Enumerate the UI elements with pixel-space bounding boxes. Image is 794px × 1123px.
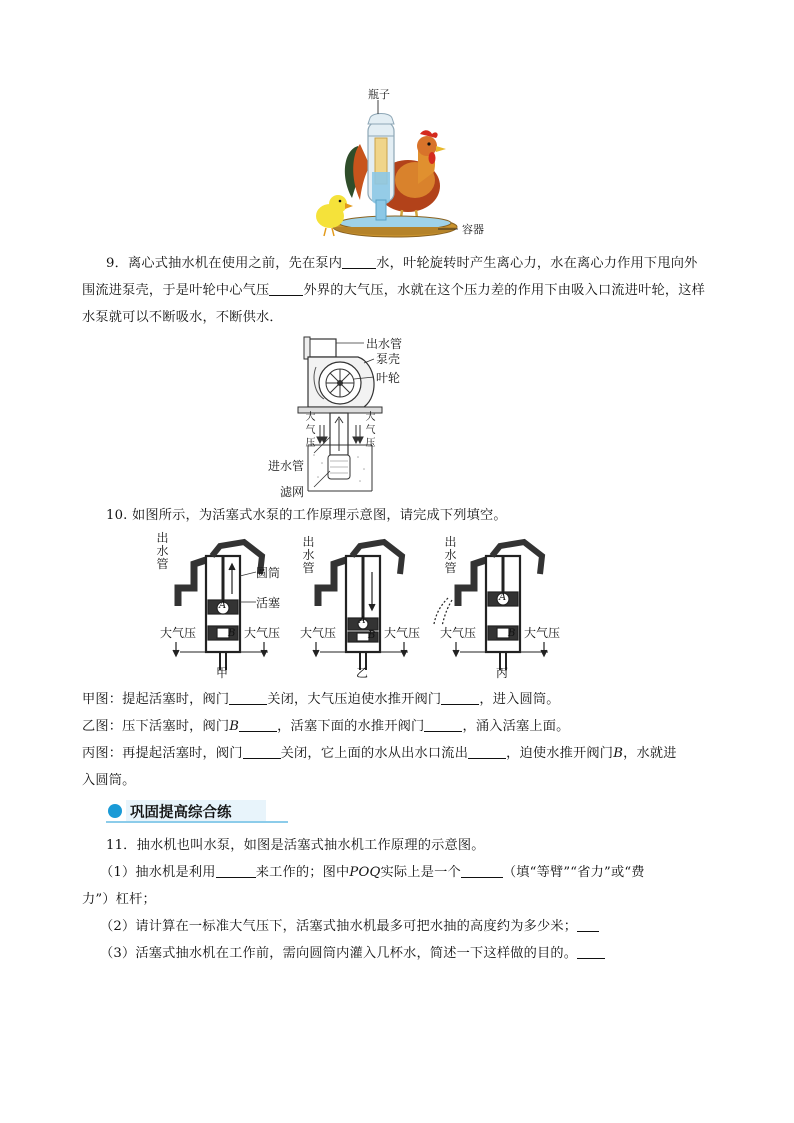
centrifugal-pump-figure xyxy=(268,333,428,499)
inlet-pipe-label: 进水管 xyxy=(268,459,305,473)
answer-blank[interactable] xyxy=(342,254,376,269)
atm-label-yi-right: 大气压 xyxy=(384,626,421,640)
cylinder-label: 圆筒 xyxy=(256,566,281,580)
atm-label-jia-right: 大气压 xyxy=(244,626,281,640)
atm-label-yi-left: 大气压 xyxy=(300,626,337,640)
outlet-pipe-label-bing: 出水管 xyxy=(444,535,457,575)
q11-part-2: （2）请计算在一标准大气压下，活塞式抽水机最多可把水抽的高度约为多少米； xyxy=(100,913,726,940)
chicken-water-feeder-figure xyxy=(300,88,500,243)
q9-line-1: 9．离心式抽水机在使用之前，先在泵内 水，叶轮旋转时产生离心力，水在离心力作用下甩向外 xyxy=(106,256,698,271)
answer-blank[interactable] xyxy=(216,863,256,878)
answer-blank[interactable] xyxy=(243,744,281,759)
q9-line-2: 围流进泵壳，于是叶轮中心气压 外界的大气压，水就在这个压力差的作用下由吸入口流进叶轮，这样 xyxy=(82,283,706,298)
q11-part-3: （3）活塞式抽水机在工作前，需向圆筒内灌入几杯水，简述一下这样做的目的。 xyxy=(100,940,726,967)
caption-yi: 乙 xyxy=(356,666,369,680)
bottle-label: 瓶子 xyxy=(368,88,390,101)
answer-blank[interactable] xyxy=(468,744,506,759)
answer-blank[interactable] xyxy=(239,717,277,732)
answer-blank[interactable] xyxy=(577,917,599,932)
valve-a-label-yi: A xyxy=(359,616,366,626)
atmospheric-pressure-left-label: 大气压 xyxy=(305,412,316,449)
valve-b-label-jia: B xyxy=(228,628,236,639)
outlet-pipe-label-jia: 出水管 xyxy=(156,531,169,571)
atm-label-bing-left: 大气压 xyxy=(440,626,477,640)
q11-part-1b: 力”）杠杆； xyxy=(82,892,156,907)
question-9 xyxy=(82,250,726,331)
atm-label-jia-left: 大气压 xyxy=(160,626,197,640)
valve-a-label-jia: A xyxy=(219,600,227,611)
outlet-pipe-label: 出水管 xyxy=(366,337,403,351)
answer-blank[interactable] xyxy=(229,690,267,705)
piston-pump-figure xyxy=(150,532,580,682)
valve-b-label-yi: B xyxy=(368,630,376,641)
answer-blank[interactable] xyxy=(424,717,462,732)
q11-intro: 11．抽水机也叫水泵，如图是活塞式抽水机工作原理的示意图。 xyxy=(106,838,485,853)
q10-intro: 10. 如图所示，为活塞式水泵的工作原理示意图，请完成下列填空。 xyxy=(106,508,507,523)
q10-jia-line: 甲图：提起活塞时，阀门 关闭，大气压迫使水推开阀门 ，进入圆筒。 xyxy=(82,692,560,707)
filter-label: 滤网 xyxy=(280,485,305,499)
pump-casing-label: 泵壳 xyxy=(376,352,401,366)
section-title: 巩固提高综合练 xyxy=(130,804,232,821)
q10-yi-line: 乙图：压下活塞时，阀门B ，活塞下面的水推开阀门 ，涌入活塞上面。 xyxy=(82,719,570,734)
container-label: 容器 xyxy=(462,223,484,236)
q10-fill-ins xyxy=(82,686,722,794)
valve-b-label-bing: B xyxy=(508,628,516,639)
atm-label-bing-right: 大气压 xyxy=(524,626,561,640)
valve-a-label-bing: A xyxy=(499,592,507,603)
answer-blank[interactable] xyxy=(269,281,303,296)
caption-jia: 甲 xyxy=(216,666,229,680)
caption-bing: 丙 xyxy=(496,666,509,680)
q9-line-3: 水泵就可以不断吸水，不断供水． xyxy=(82,310,283,325)
answer-blank[interactable] xyxy=(461,863,503,878)
q10-bing-line-2: 入圆筒。 xyxy=(82,773,136,788)
answer-blank[interactable] xyxy=(441,690,479,705)
answer-blank[interactable] xyxy=(577,944,605,959)
section-header xyxy=(106,800,288,824)
q10-bing-line: 丙图：再提起活塞时，阀门 关闭，它上面的水从出水口流出 ，迫使水推开阀门B，水就进 xyxy=(82,746,677,761)
impeller-label: 叶轮 xyxy=(376,371,401,385)
atmospheric-pressure-right-label: 大气压 xyxy=(365,412,376,449)
outlet-pipe-label-yi: 出水管 xyxy=(302,535,315,575)
question-11 xyxy=(82,832,726,967)
q11-part-1: （1）抽水机是利用 来工作的；图中POQ实际上是一个 （填“等臂”“省力”或“费 xyxy=(100,865,645,880)
piston-label: 活塞 xyxy=(256,596,281,610)
